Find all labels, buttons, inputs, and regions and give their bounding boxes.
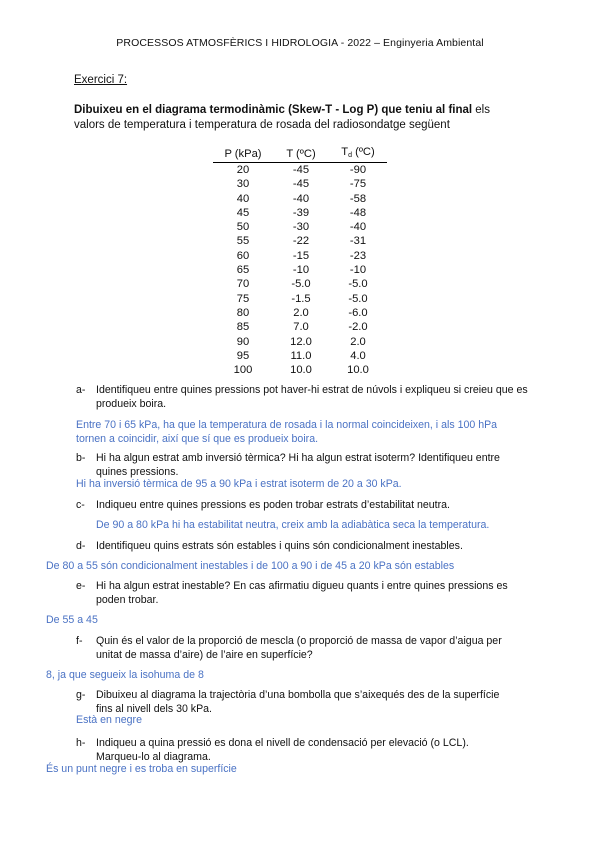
table-row	[213, 320, 387, 334]
exercise-intro	[74, 103, 544, 132]
cell-dewpoint: -31	[349, 235, 367, 248]
table-row	[213, 192, 387, 206]
exercise-title: Exercici 7:	[74, 74, 128, 86]
cell-temperature: 7.0	[293, 321, 309, 334]
table-row	[213, 292, 387, 306]
cell-pressure: 20	[236, 164, 250, 176]
table-row	[213, 177, 387, 191]
cell-pressure: 75	[236, 292, 250, 305]
question-g: g- Dibuixeu al diagrama la trajectòria d’una bombolla que s’aixequés des de la superfície fins al nivell dels 30 kPa.	[76, 689, 500, 715]
answer-c: De 90 a 80 kPa hi ha estabilitat neutra, creix amb la adiabàtica seca la temperatura.	[96, 519, 490, 531]
question-a: a- Identifiqueu entre quines pressions pot haver-hi estrat de núvols i expliqueu si creieu que es produeix boira.	[76, 384, 528, 410]
answer-f: 8, ja que segueix la isohuma de 8	[46, 669, 204, 681]
cell-temperature: -1.5	[291, 292, 311, 305]
cell-pressure: 30	[236, 178, 250, 191]
radiosonde-table	[213, 146, 387, 377]
cell-temperature: 10.0	[290, 364, 312, 377]
cell-pressure: 80	[236, 306, 250, 319]
cell-temperature: -15	[292, 249, 310, 262]
cell-pressure: 45	[236, 206, 250, 219]
cell-pressure: 70	[236, 278, 250, 291]
cell-temperature: -45	[292, 178, 310, 191]
table-row	[213, 363, 387, 377]
cell-temperature: -10	[292, 264, 310, 277]
table-row	[213, 277, 387, 291]
cell-temperature: -39	[292, 206, 310, 219]
cell-dewpoint: -2.0	[348, 321, 368, 334]
col-dewpoint: $T_d$ (ºC)	[329, 146, 387, 163]
cell-dewpoint: 2.0	[350, 335, 366, 348]
intro-bold: Dibuixeu en el diagrama termodinàmic (Skew-T - Log P) que teniu al final	[74, 104, 473, 116]
table-row	[213, 163, 387, 178]
cell-dewpoint: -90	[349, 164, 367, 176]
table-row	[213, 234, 387, 248]
table-row	[213, 220, 387, 234]
answer-d: De 80 a 55 són condicionalment inestables i de 100 a 90 i de 45 a 20 kPa són estables	[46, 560, 455, 572]
col-temperature: T (ºC)	[273, 146, 329, 163]
cell-temperature: 11.0	[290, 349, 312, 362]
cell-dewpoint: -48	[349, 206, 367, 219]
cell-pressure: 55	[236, 235, 250, 248]
cell-pressure: 65	[236, 264, 250, 277]
cell-dewpoint: 4.0	[350, 349, 366, 362]
cell-pressure: 40	[236, 192, 250, 205]
answer-e: De 55 a 45	[46, 614, 98, 626]
cell-temperature: -5.0	[291, 278, 311, 291]
question-h: h- Indiqueu a quina pressió es dona el nivell de condensació per elevació (o LCL). Marqueu-lo al diagrama.	[76, 737, 469, 763]
cell-temperature: 12.0	[290, 335, 312, 348]
question-d: d- Identifiqueu quins estrats són estables i quins són condicionalment inestables.	[76, 540, 463, 552]
answer-h: És un punt negre i es troba en superfície	[46, 763, 237, 775]
cell-dewpoint: -6.0	[348, 306, 368, 319]
intro-line2: valors de temperatura i temperatura de rosada del radiosondatge següent	[74, 118, 450, 131]
cell-dewpoint: -75	[349, 178, 367, 191]
answer-a: Entre 70 i 65 kPa, ha que la temperatura de rosada i la normal coincideixen, i als 100 hPa tornen a coincidir, així que sí que es produeix boira.	[76, 419, 498, 445]
cell-pressure: 90	[236, 335, 250, 348]
answer-g: Està en negre	[76, 714, 142, 726]
cell-pressure: 50	[236, 221, 250, 234]
cell-pressure: 60	[236, 249, 250, 262]
table-header-row	[213, 146, 387, 163]
table-row	[213, 335, 387, 349]
cell-dewpoint: -5.0	[348, 292, 368, 305]
cell-pressure: 85	[236, 321, 250, 334]
cell-dewpoint: -58	[349, 192, 367, 205]
cell-dewpoint: -10	[349, 264, 367, 277]
cell-pressure: 100	[233, 364, 253, 377]
cell-temperature: -45	[292, 164, 310, 176]
cell-temperature: -40	[292, 192, 310, 205]
page-header: PROCESSOS ATMOSFÈRICS I HIDROLOGIA - 2022 – Enginyeria Ambiental	[116, 37, 484, 49]
intro-rest: els	[472, 104, 490, 116]
table-row	[213, 349, 387, 363]
table-row	[213, 206, 387, 220]
col-pressure: P (kPa)	[213, 146, 273, 163]
table-row	[213, 249, 387, 263]
cell-dewpoint: -40	[349, 221, 367, 234]
cell-temperature: 2.0	[293, 306, 309, 319]
cell-dewpoint: 10.0	[347, 364, 369, 377]
table-row	[213, 306, 387, 320]
cell-dewpoint: -5.0	[348, 278, 368, 291]
table-row	[213, 263, 387, 277]
cell-dewpoint: -23	[349, 249, 367, 262]
cell-temperature: -30	[292, 221, 310, 234]
question-f: f- Quin és el valor de la proporció de mescla (o proporció de massa de vapor d’aigua per unitat de massa d’aire) de l’aire en superfície?	[76, 635, 502, 661]
cell-temperature: -22	[292, 235, 310, 248]
question-c: c- Indiqueu entre quines pressions es poden trobar estrats d’estabilitat neutra.	[76, 499, 450, 511]
question-b: b- Hi ha algun estrat amb inversió tèrmica? Hi ha algun estrat isoterm? Identifiqueu entre quines pressions.	[76, 452, 500, 478]
question-e: e- Hi ha algun estrat inestable? En cas afirmatiu digueu quants i entre quines pressions es poden trobar.	[76, 580, 508, 606]
cell-pressure: 95	[236, 349, 250, 362]
answer-b: Hi ha inversió tèrmica de 95 a 90 kPa i estrat isoterm de 20 a 30 kPa.	[76, 478, 402, 490]
